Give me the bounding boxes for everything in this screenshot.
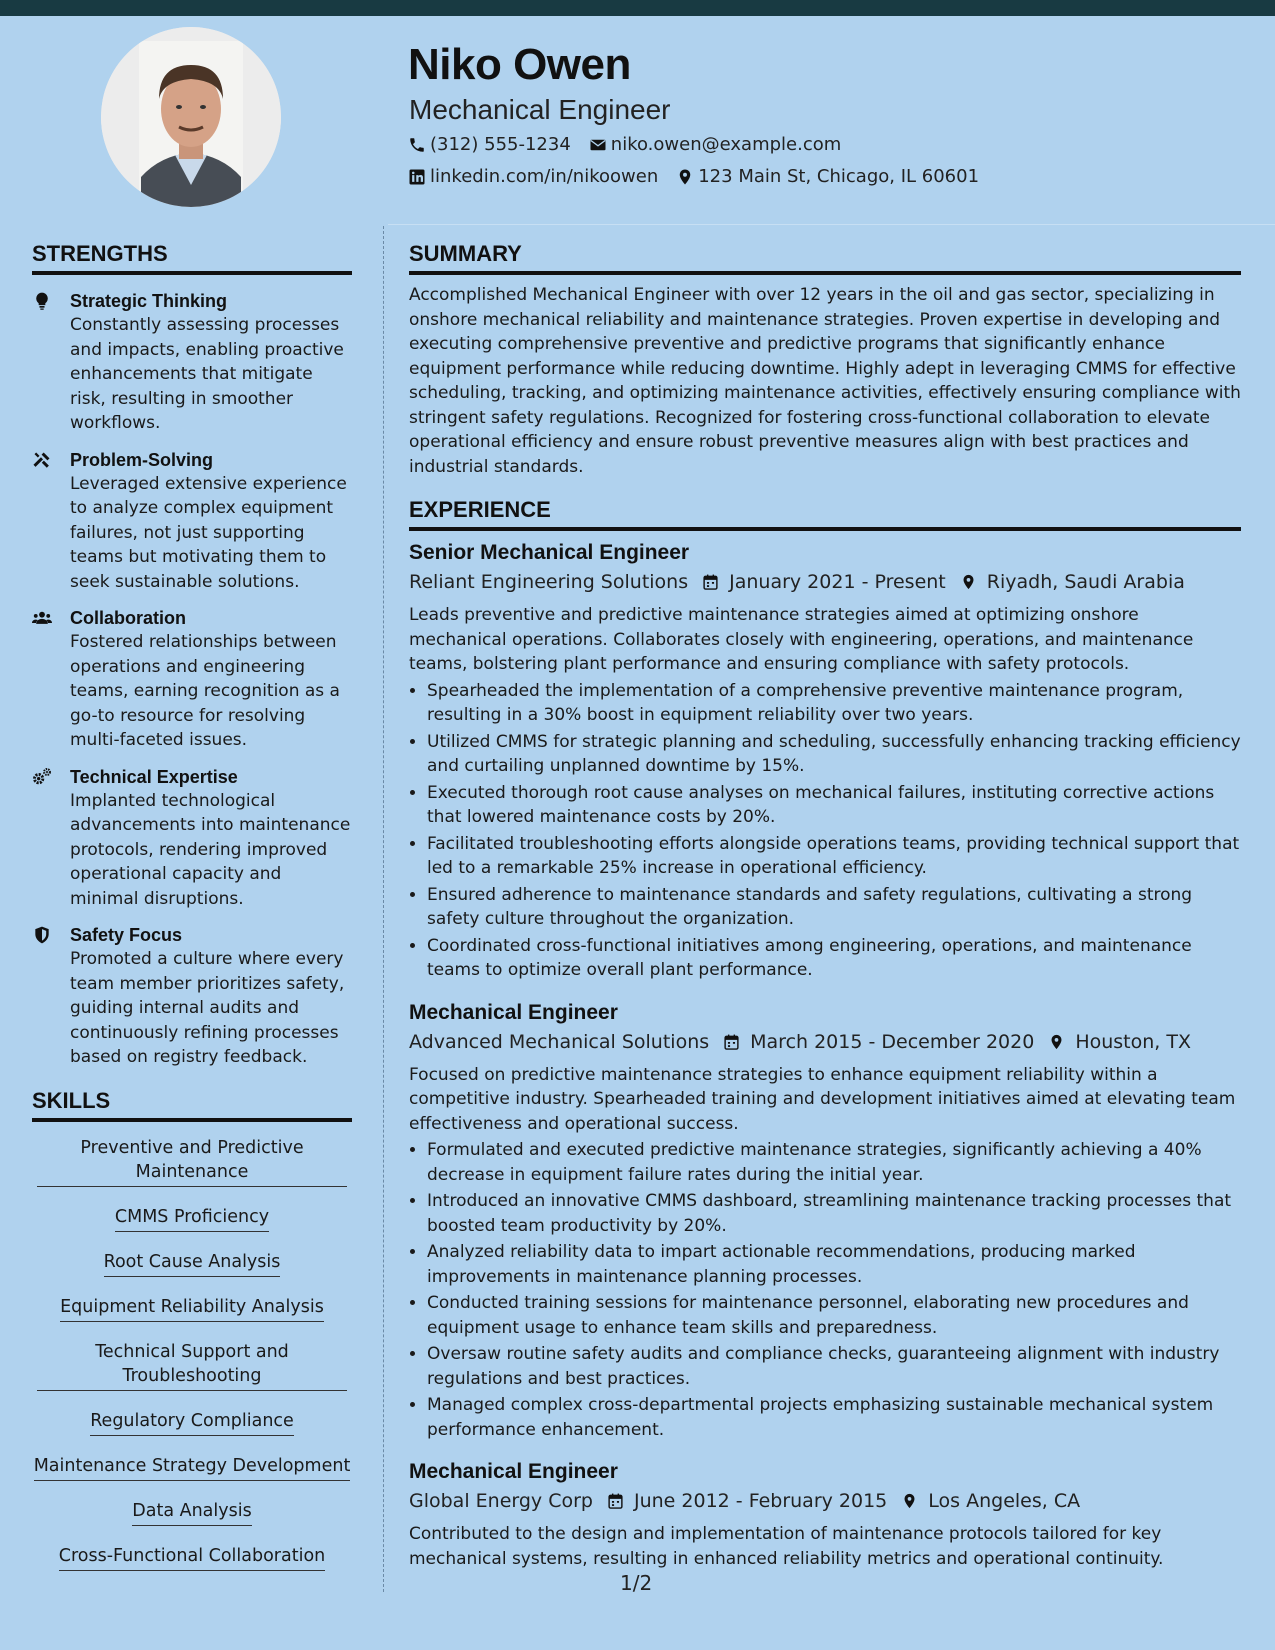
job-location: Houston, TX [1075, 1030, 1191, 1053]
skill-label: CMMS Proficiency [115, 1205, 269, 1232]
strength-desc: Implanted technological advancements into maintenance protocols, rendering improved operational capacity and minimal disruptions. [70, 790, 351, 909]
phone-text: (312) 555-1234 [430, 134, 571, 155]
strength-title: Technical Expertise [70, 766, 238, 787]
skill-item [32, 1409, 352, 1436]
bullet-item: • Coordinated cross-functional initiatives among engineering, operations, and maintenance teams to optimize overall plant performance. [427, 934, 1241, 983]
bullet-item: • Introduced an innovative CMMS dashboard, streamlining maintenance tracking processes that boosted team productivity by 20%. [427, 1189, 1241, 1238]
left-column [32, 241, 352, 1589]
column-divider [383, 226, 384, 1592]
skill-label: Maintenance Strategy Development [34, 1454, 351, 1481]
skill-item [32, 1544, 352, 1571]
experience-heading: EXPERIENCE [409, 497, 1241, 531]
right-column [409, 241, 1241, 1587]
strength-title: Safety Focus [70, 925, 183, 945]
job-bullets [409, 1138, 1241, 1442]
map-pin-icon [901, 1492, 918, 1510]
skill-item [32, 1295, 352, 1322]
email-text: niko.owen@example.com [610, 134, 842, 155]
map-pin-icon [1048, 1033, 1065, 1051]
job-location: Los Angeles, CA [928, 1490, 1081, 1512]
bullet-item: • Conducted training sessions for maintenance personnel, elaborating new procedures and equipment usage to enhance team skills and preparedness. [427, 1291, 1241, 1340]
page-number: 1/2 [620, 1571, 653, 1595]
contact-row-1 [408, 134, 859, 155]
skill-item [32, 1136, 352, 1187]
top-bar [0, 0, 1275, 16]
job-company: Advanced Mechanical Solutions [409, 1030, 710, 1053]
bullet-item: • Utilized CMMS for strategic planning and scheduling, successfully enhancing tracking efficiency and curtailing unplanned downtime by 15%. [427, 730, 1241, 779]
job-description: Focused on predictive maintenance strategies to enhance equipment reliability within a competitive industry. Spearheaded training and development initiatives aimed at elevating team effectiveness and operational success. [409, 1064, 1236, 1134]
linkedin-contact[interactable] [408, 166, 658, 187]
job-meta [409, 1486, 1241, 1516]
contact-row-2 [408, 166, 997, 187]
job-entry [409, 999, 1241, 1443]
shield-icon [32, 925, 52, 945]
phone-icon [408, 136, 426, 154]
job-meta [409, 1027, 1241, 1057]
bullet-item: • Ensured adherence to maintenance standards and safety regulations, cultivating a strong safety culture throughout the organization. [427, 883, 1241, 932]
strength-item [32, 289, 352, 436]
envelope-icon [589, 136, 607, 154]
strength-item [32, 448, 352, 595]
map-pin-icon [676, 168, 694, 186]
skills-heading: SKILLS [32, 1088, 352, 1122]
bullet-item: • Oversaw routine safety audits and compliance checks, guaranteeing alignment with industry regulations and best practices. [427, 1342, 1241, 1391]
summary-text: Accomplished Mechanical Engineer with over 12 years in the oil and gas sector, specializing in onshore mechanical reliability and maintenance strategies. Proven expertise in developing and executing comprehensive preventive and predictive programs that significantly enhance equipment performance while reducing downtime. Highly adept in leveraging CMMS for effective scheduling, tracking, and optimizing maintenance activities, effectively ensuring compliance with stringent safety regulations. Recognized for fostering cross-functional collaboration to elevate operational efficiency and ensure robust preventive measures align with best practices and industrial standards. [409, 285, 1241, 477]
summary-heading: SUMMARY [409, 241, 1241, 275]
job-description: Leads preventive and predictive maintenance strategies aimed at optimizing onshore mechanical operations. Collaborates closely with engineering, operations, and maintenance teams, bolstering plant performance and ensuring compliance with safety protocols. [409, 605, 1194, 674]
strength-item [32, 606, 352, 753]
job-dates: June 2012 - February 2015 [633, 1490, 888, 1512]
job-title: Senior Mechanical Engineer [409, 541, 690, 564]
address-text: 123 Main St, Chicago, IL 60601 [698, 166, 980, 187]
skill-item [32, 1340, 352, 1391]
job-meta [409, 567, 1241, 597]
job-description: Contributed to the design and implementation of maintenance protocols tailored for key mechanical systems, resulting in enhanced reliability metrics and operational continuity. [409, 1524, 1164, 1569]
lightbulb-icon [32, 291, 52, 311]
skill-label: Root Cause Analysis [104, 1250, 281, 1277]
skill-label: Technical Support and Troubleshooting [37, 1340, 347, 1391]
strength-desc: Fostered relationships between operations and engineering teams, earning recognition as a go-to resource for resolving multi-faceted issues. [70, 632, 340, 750]
calendar-icon [607, 1492, 624, 1510]
skill-item [32, 1454, 352, 1481]
gears-icon [32, 767, 52, 787]
linkedin-text: linkedin.com/in/nikoowen [430, 166, 659, 187]
map-pin-icon [960, 573, 977, 591]
skill-item [32, 1499, 352, 1526]
strength-item [32, 765, 352, 912]
skill-label: Cross-Functional Collaboration [59, 1544, 326, 1571]
tools-icon [32, 450, 52, 470]
job-company: Reliant Engineering Solutions [409, 571, 689, 593]
skill-item [32, 1250, 352, 1277]
strength-desc: Promoted a culture where every team member prioritizes safety, guiding internal audits and continuously refining processes based on registry feedback. [70, 949, 345, 1067]
strength-title: Collaboration [70, 608, 186, 628]
job-bullets [409, 679, 1241, 983]
strength-title: Problem-Solving [70, 449, 214, 470]
calendar-icon [723, 1033, 740, 1051]
skill-label: Data Analysis [132, 1499, 251, 1526]
calendar-icon [702, 573, 719, 591]
header-separator [388, 224, 1275, 225]
bullet-item: • Managed complex cross-departmental projects emphasizing sustainable mechanical system performance enhancement. [427, 1393, 1241, 1442]
skill-label: Preventive and Predictive Maintenance [37, 1136, 347, 1187]
bullet-item: • Executed thorough root cause analyses on mechanical failures, instituting corrective actions that lowered maintenance costs by 20%. [427, 781, 1241, 830]
bullet-item: • Formulated and executed predictive maintenance strategies, significantly achieving a 40% decrease in equipment failure rates during the initial year. [427, 1138, 1241, 1187]
job-entry [409, 539, 1241, 983]
strength-item [32, 923, 352, 1070]
strength-desc: Constantly assessing processes and impacts, enabling proactive enhancements that mitigate risk, resulting in smoother workflows. [70, 315, 344, 433]
job-title: Mechanical Engineer [409, 1460, 618, 1483]
profile-photo [101, 27, 281, 207]
strengths-heading: STRENGTHS [32, 241, 352, 275]
job-location: Riyadh, Saudi Arabia [986, 571, 1185, 593]
address-contact [676, 166, 979, 187]
bullet-item: • Analyzed reliability data to impart actionable recommendations, producing marked improvements in maintenance planning processes. [427, 1240, 1241, 1289]
job-company: Global Energy Corp [409, 1490, 593, 1512]
job-dates: January 2021 - Present [729, 571, 946, 593]
skill-item [32, 1205, 352, 1232]
email-contact[interactable] [589, 134, 841, 155]
job-dates: March 2015 - December 2020 [750, 1030, 1035, 1053]
users-icon [32, 608, 52, 628]
strength-desc: Leveraged extensive experience to analyze complex equipment failures, not just supporting teams but motivating them to seek sustainable solutions. [70, 473, 347, 592]
candidate-title: Mechanical Engineer [409, 94, 671, 125]
job-title: Mechanical Engineer [409, 1000, 618, 1024]
job-entry [409, 1458, 1241, 1571]
phone-contact[interactable] [408, 134, 571, 155]
strength-title: Strategic Thinking [70, 291, 228, 311]
bullet-item: • Spearheaded the implementation of a comprehensive preventive maintenance program, resulting in a 30% boost in equipment reliability over two years. [427, 679, 1241, 728]
skill-label: Regulatory Compliance [90, 1409, 294, 1436]
candidate-name: Niko Owen [408, 40, 631, 89]
bullet-item: • Facilitated troubleshooting efforts alongside operations teams, providing technical support that led to a remarkable 25% increase in operational efficiency. [427, 832, 1241, 881]
skill-label: Equipment Reliability Analysis [60, 1295, 324, 1322]
linkedin-icon [408, 168, 426, 186]
